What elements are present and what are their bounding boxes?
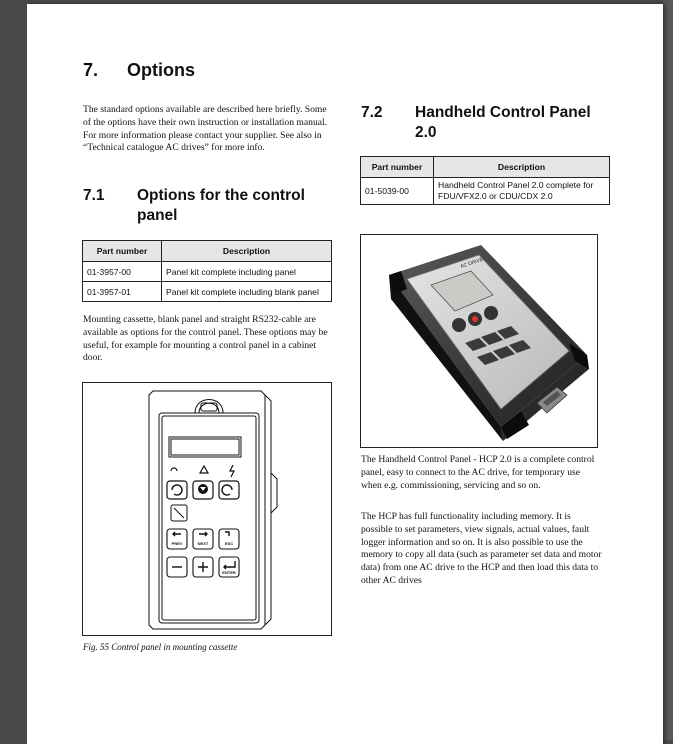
subsection-7-1-number: 7.1 — [83, 187, 105, 204]
intro-paragraph: The standard options available are described here briefly. Some of the options have their own instruction or installation manual. For more information please contact your supplier. See also in “Technical catalogue AC drives” for more info. — [83, 104, 328, 154]
figure-handheld-control-panel — [360, 234, 598, 448]
figure-control-panel-cassette — [82, 382, 332, 636]
table-row — [83, 282, 332, 302]
col-header-part-number: Part number — [83, 241, 162, 262]
part-number-cell: 01-5039-00 — [361, 178, 434, 205]
subsection-7-1-title: Options for the control panel — [137, 187, 305, 224]
handheld-control-panel-table — [360, 156, 610, 205]
table-row — [361, 178, 610, 205]
key-label-enter: ENTER — [222, 570, 236, 575]
control-panel-cassette-drawing — [83, 383, 331, 635]
col-header-description: Description — [162, 241, 332, 262]
key-label-esc: ESC — [224, 541, 234, 546]
section-title: Options — [127, 60, 195, 80]
options-control-panel-table — [82, 240, 332, 302]
table-row — [83, 262, 332, 282]
viewer-scrollbar[interactable] — [663, 0, 673, 740]
subsection-7-2-heading — [361, 103, 631, 145]
subsection-7-2-title: Handheld Control Panel 2.0 — [415, 104, 591, 141]
col-header-part-number: Part number — [361, 157, 434, 178]
section-number: 7. — [83, 60, 99, 80]
key-label-next: NEXT — [197, 541, 209, 546]
section-heading — [83, 60, 195, 81]
col-header-description: Description — [434, 157, 610, 178]
control-panel-options-paragraph: Mounting cassette, blank panel and straight RS232-cable are available as options for the control panel. These options may be useful, for example for mounting a control panel in a cabinet door. — [83, 314, 328, 364]
key-label-prev: PREV — [171, 541, 183, 546]
handheld-control-panel-photo — [361, 235, 597, 447]
part-number-cell: 01-3957-01 — [83, 282, 162, 302]
figure-caption: Fig. 55 Control panel in mounting cassette — [83, 642, 238, 652]
hcp-brand-label: AC DRIVE — [459, 256, 485, 270]
hcp-functionality-paragraph: The HCP has full functionality including memory. It is possible to set parameters, view signals, actual values, fault logger information and so on. It is also possible to use the memory to copy all data (such as parameter set data and motor data) from one AC drive to the HCP and then load this data to other AC drives — [361, 511, 602, 586]
subsection-7-2-number: 7.2 — [361, 104, 383, 121]
description-cell: Handheld Control Panel 2.0 complete for FDU/VFX2.0 or CDU/CDX 2.0 — [434, 178, 610, 205]
subsection-7-1-heading — [83, 186, 343, 228]
document-page — [27, 4, 663, 744]
hcp-intro-paragraph: The Handheld Control Panel - HCP 2.0 is a complete control panel, easy to connect to the AC drive, for temporary use when e.g. commissioning, servicing and so on. — [361, 454, 595, 491]
description-cell: Panel kit complete including panel — [162, 262, 332, 282]
description-cell: Panel kit complete including blank panel — [162, 282, 332, 302]
part-number-cell: 01-3957-00 — [83, 262, 162, 282]
